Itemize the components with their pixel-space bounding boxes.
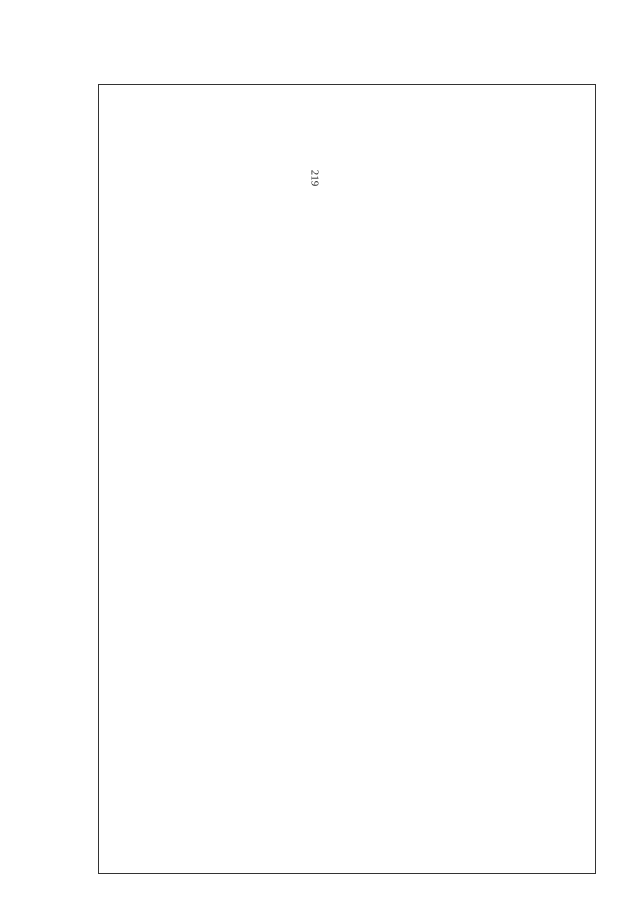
table-frame bbox=[98, 84, 596, 874]
page-number: 219 bbox=[308, 169, 321, 187]
